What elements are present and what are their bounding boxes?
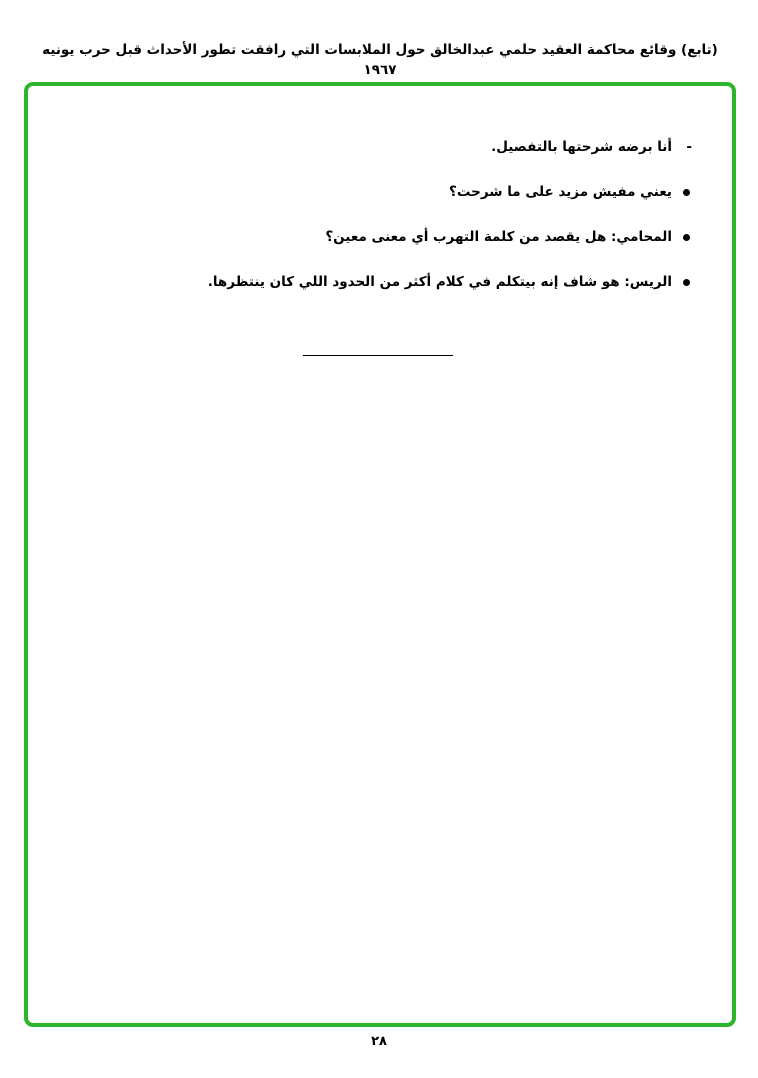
dash-list-item: [72, 136, 692, 158]
bullet-icon: [683, 234, 690, 241]
dash-item-text: أنا برضه شرحتها بالتفصيل.: [491, 139, 672, 155]
bullet-icon: [683, 279, 690, 286]
page-number: ٢٨: [371, 1034, 387, 1049]
section-end-divider: [303, 355, 453, 356]
bullet-list-item: [72, 226, 692, 248]
page-header-title: (تابع) وقائع محاكمة العقيد حلمي عبدالخالق حول الملابسات التي رافقت تطور الأحداث قبل حرب يونيه ١٩٦٧: [42, 42, 718, 78]
bullet-list-item: [72, 181, 692, 203]
dash-marker: -: [686, 139, 692, 155]
bullet-item-text: الريس: هو شاف إنه بيتكلم في كلام أكثر من الحدود اللي كان ينتظرها.: [207, 274, 672, 290]
bullet-item-text: المحامي: هل يقصد من كلمة التهرب أي معنى معين؟: [325, 229, 672, 245]
bullet-item-text: يعني مفيش مزيد على ما شرحت؟: [449, 184, 672, 200]
bullet-icon: [683, 189, 690, 196]
bullet-list-item: [72, 271, 692, 293]
transcript-body: [72, 136, 692, 316]
